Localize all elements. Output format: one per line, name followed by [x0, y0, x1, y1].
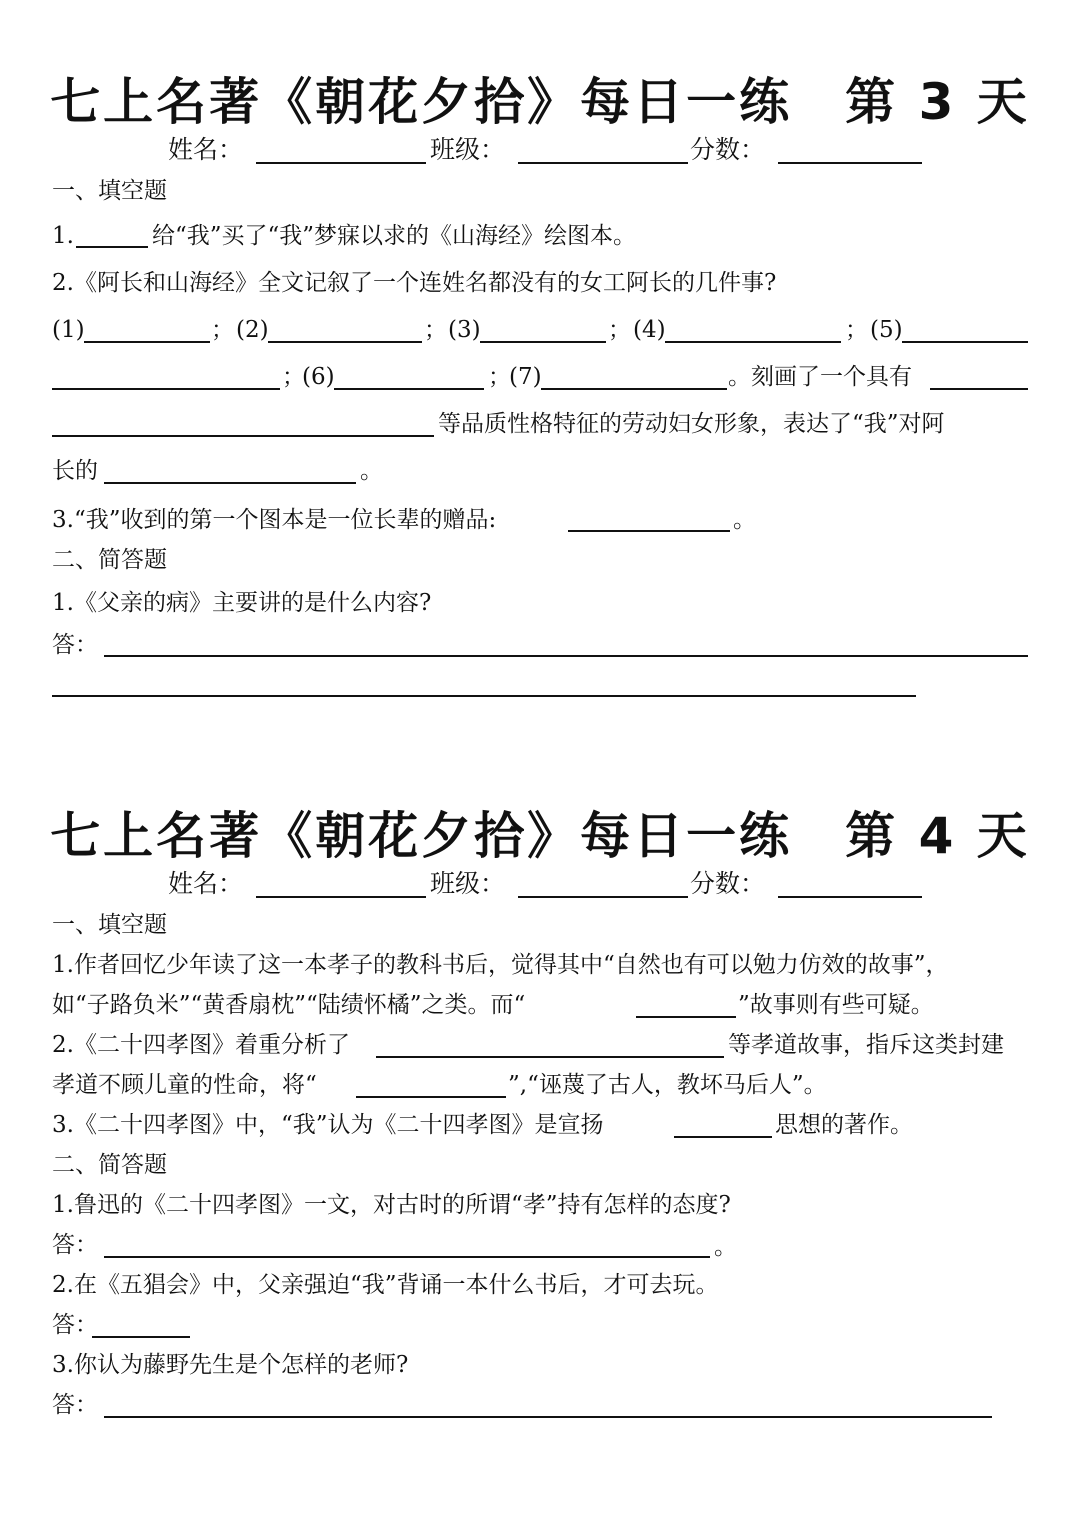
day3-class-label: 班级： [430, 135, 506, 164]
day3-blank-6[interactable] [334, 388, 484, 390]
day3-score-label: 分数： [690, 135, 766, 164]
day4-q2-line2b: ”,“诬蔑了古人，教坏马后人”。 [508, 1072, 827, 1098]
day4-class-label: 班级： [430, 869, 506, 898]
day3-blank-4[interactable] [665, 341, 841, 343]
day3-q3-blank[interactable] [568, 530, 730, 532]
day3-q1-text: 给“我”买了“我”梦寐以求的《山海经》绘图本。 [152, 223, 637, 249]
day4-q3a: 3.《二十四孝图》中，“我”认为《二十四孝图》是宣扬 [52, 1112, 604, 1138]
day3-q2-tail2: 等品质性格特征的劳动妇女形象，表达了“我”对阿 [438, 411, 945, 437]
day4-q1-blank[interactable] [636, 1016, 736, 1018]
day3-feeling-blank[interactable] [104, 482, 356, 484]
day4-class-field[interactable] [518, 896, 688, 898]
day4-sq3-text: 3.你认为藤野先生是个怎样的老师? [52, 1352, 409, 1378]
day3-name-field[interactable] [256, 162, 426, 164]
day3-q1-blank[interactable] [76, 246, 148, 248]
day3-blank-label-1: (1) [52, 317, 85, 343]
day3-blank-3[interactable] [480, 341, 606, 343]
day4-section-short: 二、简答题 [52, 1152, 167, 1178]
day4-q2-line1a: 2.《二十四孝图》着重分析了 [52, 1032, 350, 1058]
day3-q3-text: 3.“我”收到的第一个图本是一位长辈的赠品: [52, 507, 497, 533]
day4-answer-label-1: 答： [52, 1232, 98, 1258]
day3-blank-label-4: (4) [633, 317, 666, 343]
day3-blank-5-cont[interactable] [52, 388, 280, 390]
day3-answer-line-1[interactable] [104, 655, 1028, 657]
day3-score-field[interactable] [778, 162, 922, 164]
day4-title: 七上名著《朝花夕拾》每日一练 第 4 天 [50, 807, 1030, 865]
day4-score-label: 分数： [690, 869, 766, 898]
day3-traits-blank[interactable] [930, 388, 1028, 390]
day3-blank-label-2: (2) [236, 317, 269, 343]
day3-blank-label-7: (7) [509, 364, 542, 390]
day4-q2-blank-2[interactable] [356, 1096, 506, 1098]
day3-period: 。 [733, 507, 756, 533]
day3-q1-number: 1. [52, 223, 74, 249]
day4-q3-blank[interactable] [674, 1136, 772, 1138]
day3-name-label: 姓名： [168, 135, 244, 164]
day4-sq1-text: 1.鲁迅的《二十四孝图》一文，对古时的所谓“孝”持有怎样的态度? [52, 1192, 731, 1218]
day4-answer-line-3[interactable] [104, 1416, 992, 1418]
day4-section-fill: 一、填空题 [52, 912, 167, 938]
day3-blank-label-6: (6) [302, 364, 335, 390]
day3-period: 。 [360, 458, 383, 484]
day4-q1-line2a: 如“子路负米”“黄香扇枕”“陆绩怀橘”之类。而“ [52, 992, 526, 1018]
day4-answer-line-1[interactable] [104, 1256, 710, 1258]
day3-sep: ； [488, 364, 511, 390]
day3-sep: ； [845, 317, 868, 343]
day3-blank-2[interactable] [268, 341, 422, 343]
day3-section-short: 二、简答题 [52, 547, 167, 573]
day4-q2-line2a: 孝道不顾儿童的性命，将“ [52, 1072, 317, 1098]
day3-q2-text: 2.《阿长和山海经》全文记叙了一个连姓名都没有的女工阿长的几件事? [52, 270, 777, 296]
day3-blank-5[interactable] [902, 341, 1028, 343]
day3-answer-label: 答： [52, 632, 98, 658]
day3-section-fill: 一、填空题 [52, 178, 167, 204]
day3-sq1-text: 1.《父亲的病》主要讲的是什么内容? [52, 590, 432, 616]
day3-sep: ； [608, 317, 631, 343]
day4-q3b: 思想的著作。 [775, 1112, 913, 1138]
day4-name-label: 姓名： [168, 869, 244, 898]
day3-answer-line-2[interactable] [52, 695, 916, 697]
day4-q1-line1: 1.作者回忆少年读了这一本孝子的教科书后，觉得其中“自然也有可以勉力仿效的故事”， [52, 952, 949, 978]
day3-q2-tail3: 长的 [52, 458, 98, 484]
day3-blank-7[interactable] [541, 388, 727, 390]
day3-sep: ； [424, 317, 447, 343]
day4-period: 。 [714, 1234, 737, 1260]
day4-q1-line2b: ”故事则有些可疑。 [738, 992, 934, 1018]
day3-title: 七上名著《朝花夕拾》每日一练 第 3 天 [50, 73, 1030, 131]
day4-sq2-text: 2.在《五猖会》中，父亲强迫“我”背诵一本什么书后，才可去玩。 [52, 1272, 719, 1298]
day3-class-field[interactable] [518, 162, 688, 164]
day4-answer-label-3: 答： [52, 1392, 98, 1418]
day4-answer-label-2: 答： [52, 1312, 98, 1338]
day3-blank-label-5: (5) [870, 317, 903, 343]
day3-blank-1[interactable] [84, 341, 210, 343]
day3-blank-label-3: (3) [448, 317, 481, 343]
day4-q2-line1b: 等孝道故事，指斥这类封建 [728, 1032, 1004, 1058]
day3-sep: ； [211, 317, 234, 343]
day4-q2-blank-1[interactable] [376, 1056, 724, 1058]
day3-traits-blank-cont[interactable] [52, 435, 434, 437]
day3-sep: ； [282, 364, 305, 390]
day4-name-field[interactable] [256, 896, 426, 898]
day3-q2-tail1: 。刻画了一个具有 [728, 364, 912, 390]
day4-score-field[interactable] [778, 896, 922, 898]
day4-answer-line-2[interactable] [92, 1336, 190, 1338]
